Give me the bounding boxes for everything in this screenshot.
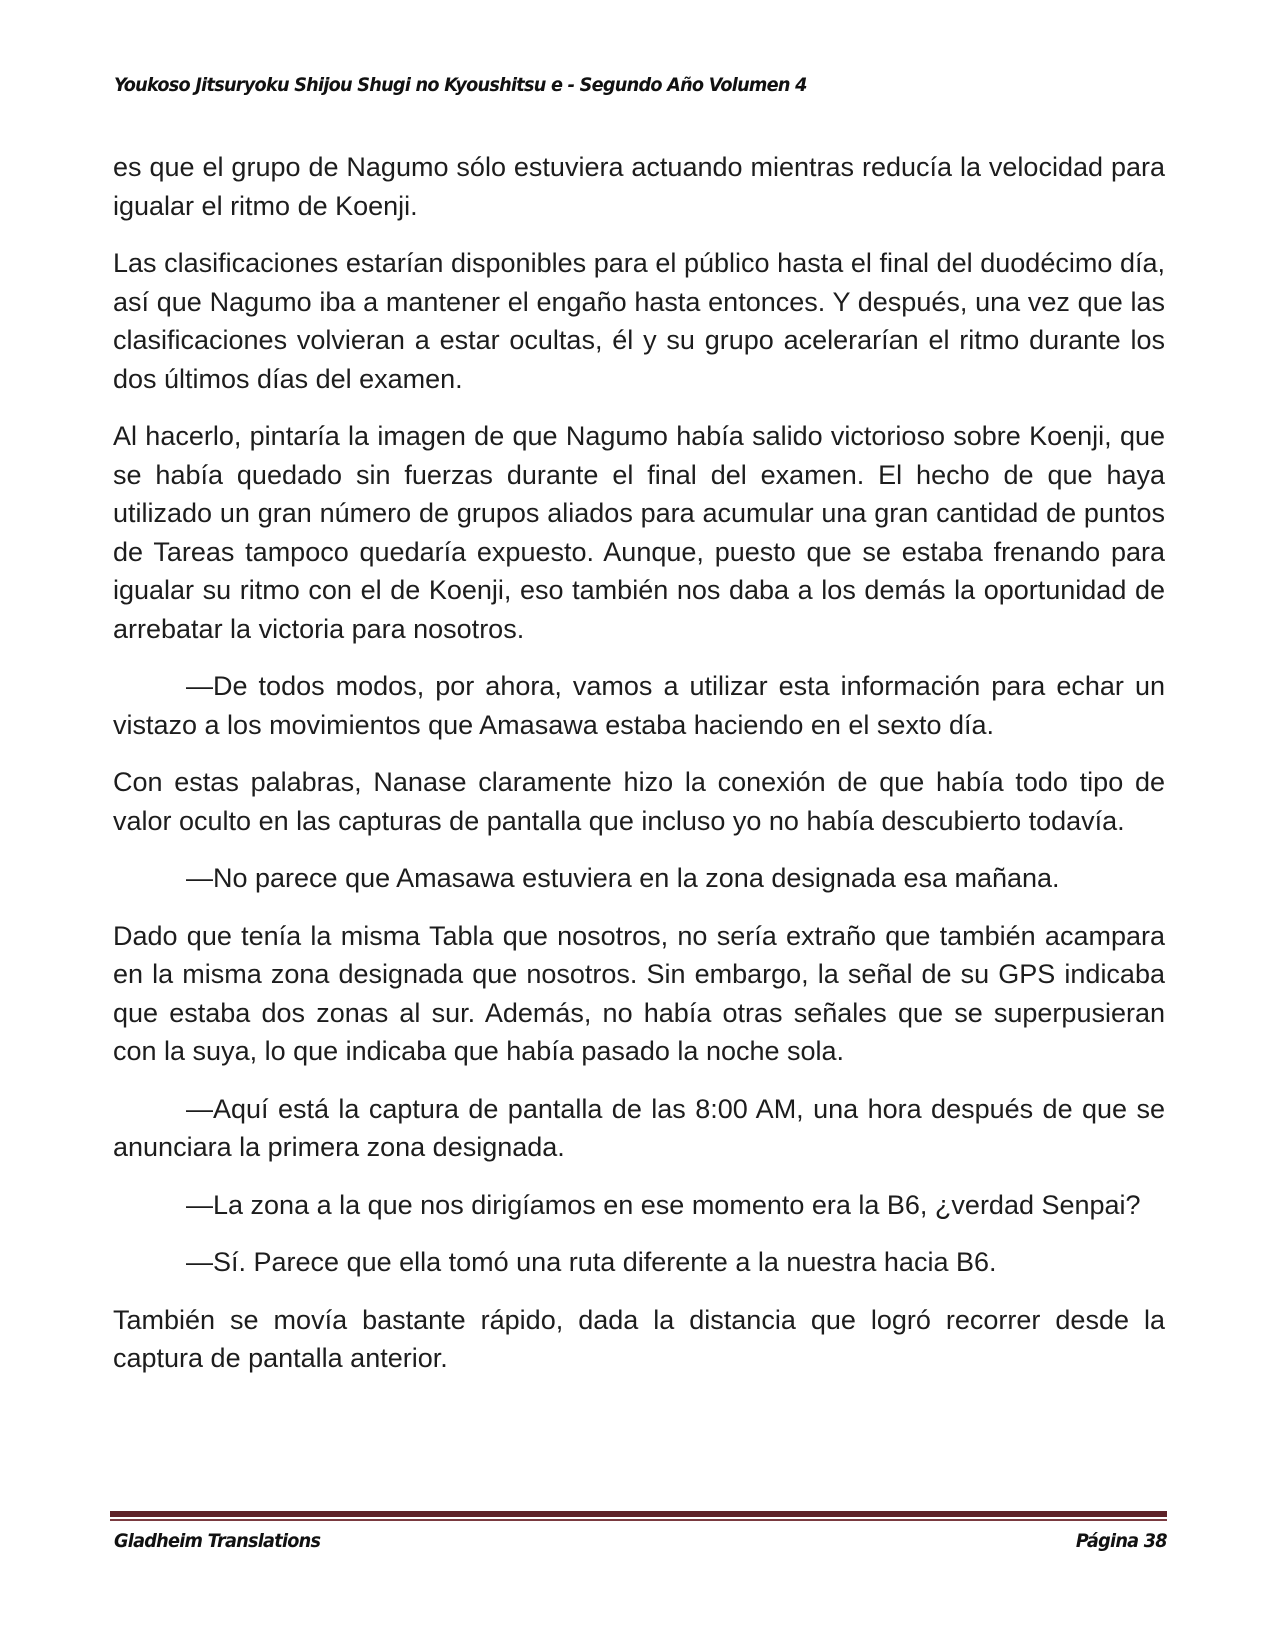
footer-rule-thin: [110, 1519, 1167, 1521]
page-number: Página 38: [1075, 1530, 1167, 1552]
paragraph: También se movía bastante rápido, dada la distancia que logró recorrer desde la captura de pantalla anterior.: [113, 1304, 1165, 1373]
dialogue-paragraph: —De todos modos, por ahora, vamos a utilizar esta información para echar un vistazo a los movimientos que Amasawa estaba haciendo en el sexto día.: [113, 671, 1165, 740]
dialogue-paragraph: —No parece que Amasawa estuviera en la zona designada esa mañana.: [186, 863, 1060, 893]
footer-rule: [110, 1511, 1167, 1521]
paragraph: Las clasificaciones estarían disponibles para el público hasta el final del duodécimo día, así que Nagumo iba a mantener el engaño hasta entonces. Y después, una vez que las clasificaciones volvieran a estar ocultas, él y su grupo acelerarían el ritmo durante los dos últimos días del examen.: [113, 248, 1165, 394]
footer-credit: Gladheim Translations: [114, 1530, 321, 1552]
paragraph: Al hacerlo, pintaría la imagen de que Nagumo había salido victorioso sobre Koenji, que se había quedado sin fuerzas durante el final del examen. El hecho de que haya utilizado un gran número de grupos aliados para acumular una gran cantidad de puntos de Tareas tampoco quedaría expuesto. Aunque, puesto que se estaba frenando para igualar su ritmo con el de Koenji, eso también nos daba a los demás la oportunidad de arrebatar la victoria para nosotros.: [113, 421, 1165, 644]
paragraph: Con estas palabras, Nanase claramente hizo la conexión de que había todo tipo de valor oculto en las capturas de pantalla que incluso yo no había descubierto todavía.: [113, 767, 1165, 836]
paragraph: es que el grupo de Nagumo sólo estuviera actuando mientras reducía la velocidad para igualar el ritmo de Koenji.: [113, 152, 1165, 221]
dialogue-paragraph: —Aquí está la captura de pantalla de las 8:00 AM, una hora después de que se anunciara la primera zona designada.: [113, 1093, 1165, 1162]
paragraph: Dado que tenía la misma Tabla que nosotros, no sería extraño que también acampara en la misma zona designada que nosotros. Sin embargo, la señal de su GPS indicaba que estaba dos zonas al sur. Además, no había otras señales que se superpusieran con la suya, lo que indicaba que había pasado la noche sola.: [113, 920, 1165, 1066]
running-header: Youkoso Jitsuryoku Shijou Shugi no Kyoushitsu e - Segundo Año Volumen 4: [114, 74, 807, 96]
dialogue-paragraph: —La zona a la que nos dirigíamos en ese momento era la B6, ¿verdad Senpai?: [186, 1189, 1141, 1220]
dialogue-paragraph: —Sí. Parece que ella tomó una ruta diferente a la nuestra hacia B6.: [186, 1247, 997, 1277]
footer-rule-thick: [110, 1511, 1167, 1517]
page-body: [113, 148, 1165, 1397]
